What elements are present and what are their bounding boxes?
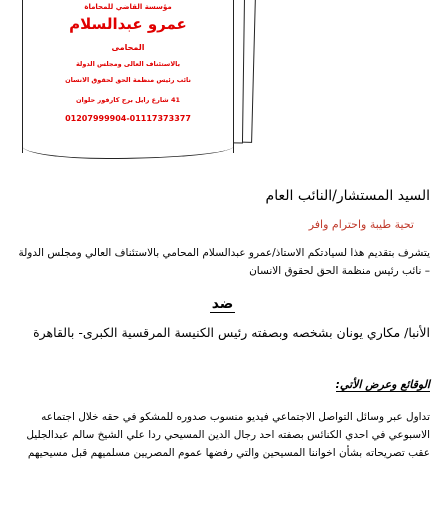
card-content: [30, 0, 226, 123]
addressee: السيد المستشار/النائب العام: [265, 188, 430, 204]
card-lawyer-name: عمرو عبدالسلام: [69, 15, 187, 33]
facts-heading: [14, 378, 430, 391]
card-phones: 01207999904-01117373377: [65, 114, 191, 123]
facts-paragraph: تداول عبر وسائل التواصل الاجتماعي فيديو منسوب صدوره للمشكو في حقه خلال اجتماعه الاسبوعي في احدي الكنائس بصفته احد رجال الدين المسيحي ردا علي الشيخ سالم عبدالجليل عقب تصريحاته بشأن اخواننا المسيحين والتي رفضها عموم المصريين مسلميهم قبل مسيحيهم: [26, 411, 430, 459]
against-heading: [0, 296, 445, 312]
greeting: تحية طيبة واحترام وافر: [308, 218, 414, 231]
card-foundation: مؤسسة القاضي للمحاماة: [84, 3, 172, 11]
card-title: المحامى: [111, 43, 145, 52]
card-address: 41 شارع رايل برج كارفور حلوان: [76, 96, 180, 104]
intro-paragraph: يتشرف بتقديم هذا لسيادتكم الاستاذ/عمرو عبدالسلام المحامي بالاستئناف العالي ومجلس الدولة – نائب رئيس منظمة الحق لحقوق الانسان: [18, 247, 430, 277]
card-courts: بالاستئناف العالى ومجلس الدولة: [75, 60, 181, 68]
letterhead-card: [0, 0, 260, 170]
card-organization: نائب رئيس منظمة الحق لحقوق الانسان: [65, 76, 191, 84]
against-label: ضد: [211, 296, 234, 312]
facts-heading-label: الوقائع وعرض الأتي:: [335, 378, 430, 391]
defendant-paragraph: الأنبا/ مكاري يونان بشخصه وبصفته رئيس الكنيسة المرقسية الكبرى- بالقاهرة: [33, 325, 430, 340]
